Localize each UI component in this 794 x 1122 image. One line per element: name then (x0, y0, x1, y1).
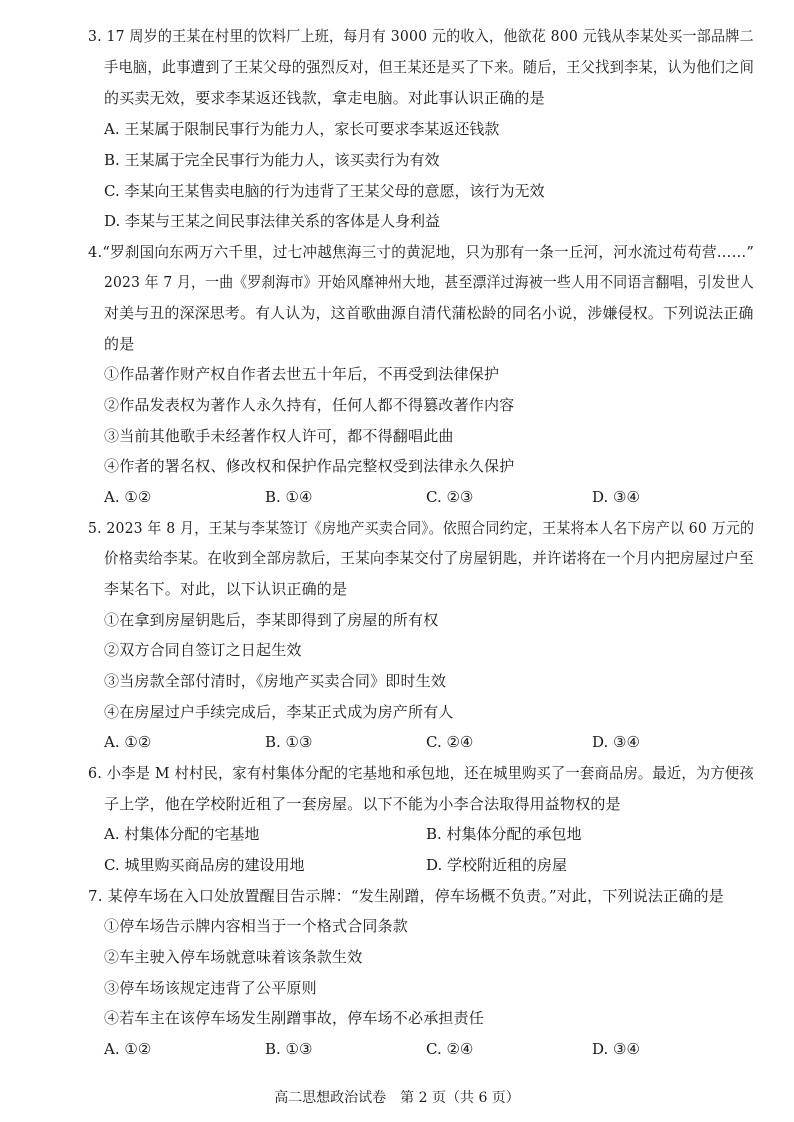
question-4-line-1: 4.“罗刹国向东两万六千里，过七冲越焦海三寸的黄泥地，只为那有一条一丘河，河水流过苟苟营……” (88, 243, 755, 261)
question-7-option-d: D. ③④ (592, 1040, 640, 1058)
question-6-option-c: C. 城里购买商品房的建设用地 (104, 856, 305, 874)
question-6-line-1: 6. 小李是 M 村村民，家有村集体分配的宅基地和承包地，还在城里购买了一套商品房。最近，为方便孩 (88, 764, 754, 782)
question-3-option-d: D. 李某与王某之间民事法律关系的客体是人身利益 (104, 212, 441, 230)
question-4-statement-4: ④作者的署名权、修改权和保护作品完整权受到法律永久保护 (104, 457, 515, 475)
question-5-statement-2: ②双方合同自签订之日起生效 (104, 641, 302, 659)
question-3-line-3: 的买卖无效，要求李某返还钱款，拿走电脑。对此事认识正确的是 (104, 89, 545, 107)
question-5-statement-1: ①在拿到房屋钥匙后，李某即得到了房屋的所有权 (104, 611, 439, 629)
question-5-line-2: 价格卖给李某。在收到全部房款后，王某向李某交付了房屋钥匙，并许诺将在一个月内把房屋过户至 (104, 549, 754, 567)
question-7-statement-4: ④若车主在该停车场发生剐蹭事故，停车场不必承担责任 (104, 1009, 485, 1027)
question-7-statement-2: ②车主驶入停车场就意味着该条款生效 (104, 948, 363, 966)
question-5-option-c: C. ②④ (426, 733, 474, 751)
question-5-line-1: 5. 2023 年 8 月，王某与李某签订《房地产买卖合同》。依照合同约定，王某将本人名下房产以 60 万元的 (88, 519, 755, 537)
question-3-line-2: 手电脑，此事遭到了王某父母的强烈反对，但王某还是买了下来。随后，王父找到李某，认为他们之间 (104, 58, 755, 76)
question-4-line-4: 的是 (104, 335, 135, 353)
question-3-option-b: B. 王某属于完全民事行为能力人，该买卖行为有效 (104, 151, 440, 169)
question-6-option-a: A. 村集体分配的宅基地 (104, 825, 260, 843)
question-4-statement-1: ①作品著作财产权自作者去世五十年后，不再受到法律保护 (104, 365, 500, 383)
question-6-option-b: B. 村集体分配的承包地 (426, 825, 582, 843)
question-6-option-d: D. 学校附近租的房屋 (426, 856, 568, 874)
question-3-option-c: C. 李某向王某售卖电脑的行为违背了王某父母的意愿，该行为无效 (104, 182, 545, 200)
question-4-line-2: 2023 年 7 月，一曲《罗刹海市》开始风靡神州大地，甚至漂洋过海被一些人用不同语言翻唱，引发世人 (104, 273, 755, 291)
question-7-option-a: A. ①② (104, 1040, 152, 1058)
question-3-option-a: A. 王某属于限制民事行为能力人，家长可要求李某返还钱款 (104, 120, 500, 138)
question-5-option-d: D. ③④ (592, 733, 640, 751)
question-5-option-a: A. ①② (104, 733, 152, 751)
question-4-line-3: 对美与丑的深深思考。有人认为，这首歌曲源自清代蒲松龄的同名小说，涉嫌侵权。下列说法正确 (104, 304, 754, 322)
question-4-statement-2: ②作品发表权为著作人永久持有，任何人都不得篡改著作内容 (104, 396, 515, 414)
question-7-option-b: B. ①③ (265, 1040, 313, 1058)
question-5-line-3: 李某名下。对此，以下认识正确的是 (104, 580, 348, 598)
question-5-statement-3: ③当房款全部付清时，《房地产买卖合同》即时生效 (104, 672, 447, 690)
question-6-line-2: 子上学，他在学校附近租了一套房屋。以下不能为小李合法取得用益物权的是 (104, 795, 621, 813)
question-4-statement-3: ③当前其他歌手未经著作权人许可，都不得翻唱此曲 (104, 427, 454, 445)
question-7-line-1: 7. 某停车场在入口处放置醒目告示牌：“发生剐蹭，停车场概不负责。”对此，下列说法正确的是 (88, 887, 724, 905)
question-7-statement-1: ①停车场告示牌内容相当于一个格式合同条款 (104, 917, 409, 935)
question-7-option-c: C. ②④ (426, 1040, 474, 1058)
question-4-option-b: B. ①④ (265, 488, 313, 506)
question-3-line-1: 3. 17 周岁的王某在村里的饮料厂上班，每月有 3000 元的收入，他欲花 800 元钱从李某处买一部品牌二 (88, 27, 754, 45)
question-5-statement-4: ④在房屋过户手续完成后，李某正式成为房产所有人 (104, 703, 454, 721)
page-footer: 高二思想政治试卷 第 2 页（共 6 页） (274, 1090, 520, 1106)
question-7-statement-3: ③停车场该规定违背了公平原则 (104, 979, 317, 997)
question-5-option-b: B. ①③ (265, 733, 313, 751)
question-4-option-a: A. ①② (104, 488, 152, 506)
question-4-option-c: C. ②③ (426, 488, 474, 506)
question-4-option-d: D. ③④ (592, 488, 640, 506)
